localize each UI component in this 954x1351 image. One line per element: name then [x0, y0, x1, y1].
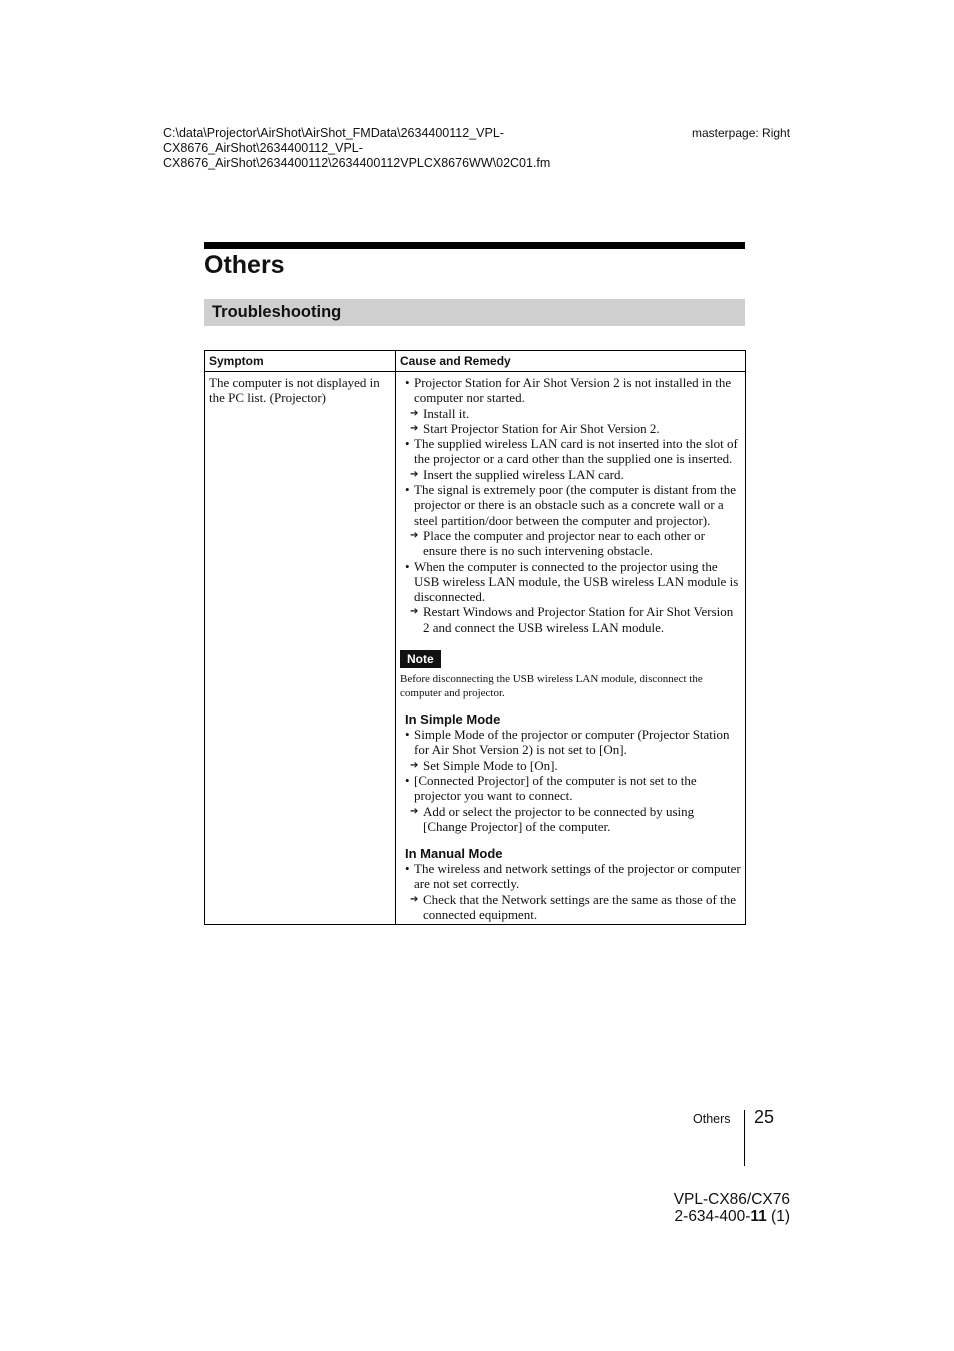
cause-remedy-cell: [396, 372, 746, 925]
remedy-item: ➔ Install it.: [400, 406, 741, 421]
masterpage-label: masterpage: Right: [692, 126, 791, 140]
cause-item: • The signal is extremely poor (the computer is distant from the projector or there is an obstacle such as a concrete wall or a steel partition/door between the computer and projector).: [400, 482, 741, 528]
section-rule: [204, 242, 745, 249]
file-path-line: CX8676_AirShot\2634400112\2634400112VPLCX8676WW\02C01.fm: [163, 156, 551, 170]
part-number: 2-634-400-11 (1): [674, 1208, 790, 1225]
note-text: Before disconnecting the USB wireless LAN module, disconnect the computer and projector.: [400, 673, 703, 699]
remedy-item: ➔ Start Projector Station for Air Shot Version 2.: [400, 421, 741, 436]
file-path-header: [163, 126, 583, 171]
file-path-line: CX8676_AirShot\2634400112_VPL-: [163, 141, 363, 155]
section-title: Others: [204, 251, 285, 279]
remedy-item: ➔ Place the computer and projector near to each other or ensure there is no such intervening obstacle.: [400, 528, 741, 559]
cause-item: • The wireless and network settings of the projector or computer are not set correctly.: [400, 861, 741, 892]
subheading: Troubleshooting: [212, 303, 342, 321]
column-header-cause-remedy: Cause and Remedy: [396, 351, 746, 372]
remedy-item: ➔ Restart Windows and Projector Station for Air Shot Version 2 and connect the USB wireless LAN module.: [400, 604, 741, 635]
manual-mode-heading: In Manual Mode: [405, 846, 503, 862]
cause-item: • [Connected Projector] of the computer is not set to the projector you want to connect.: [400, 773, 741, 804]
model-info: [674, 1191, 790, 1225]
troubleshooting-table: [204, 350, 746, 925]
model-number: VPL-CX86/CX76: [673, 1191, 790, 1208]
footer-section-label: Others: [693, 1112, 731, 1126]
note-badge: Note: [400, 650, 441, 668]
cause-item: • When the computer is connected to the projector using the USB wireless LAN module, the USB wireless LAN module is disconnected.: [400, 559, 741, 605]
page-number: 25: [754, 1107, 775, 1127]
subheading-bar: [204, 299, 745, 326]
file-path-line: C:\data\Projector\AirShot\AirShot_FMData\2634400112_VPL-: [163, 126, 504, 140]
cause-item: • Simple Mode of the projector or computer (Projector Station for Air Shot Version 2) is not set to [On].: [400, 727, 741, 758]
footer-divider: [744, 1110, 745, 1166]
table-header-row: [205, 351, 746, 372]
remedy-item: ➔ Check that the Network settings are the same as those of the connected equipment.: [400, 892, 741, 923]
cause-item: • Projector Station for Air Shot Version 2 is not installed in the computer nor started.: [400, 375, 741, 406]
symptom-cell: The computer is not displayed in the PC list. (Projector): [205, 372, 396, 925]
cause-item: • The supplied wireless LAN card is not inserted into the slot of the projector or a card other than the supplied one is inserted.: [400, 436, 741, 467]
remedy-item: ➔ Set Simple Mode to [On].: [400, 758, 741, 773]
remedy-item: ➔ Add or select the projector to be connected by using [Change Projector] of the computer.: [400, 804, 741, 835]
remedy-item: ➔ Insert the supplied wireless LAN card.: [400, 467, 741, 482]
simple-mode-heading: In Simple Mode: [405, 712, 501, 728]
column-header-symptom: Symptom: [205, 351, 396, 372]
table-row: [205, 372, 746, 925]
